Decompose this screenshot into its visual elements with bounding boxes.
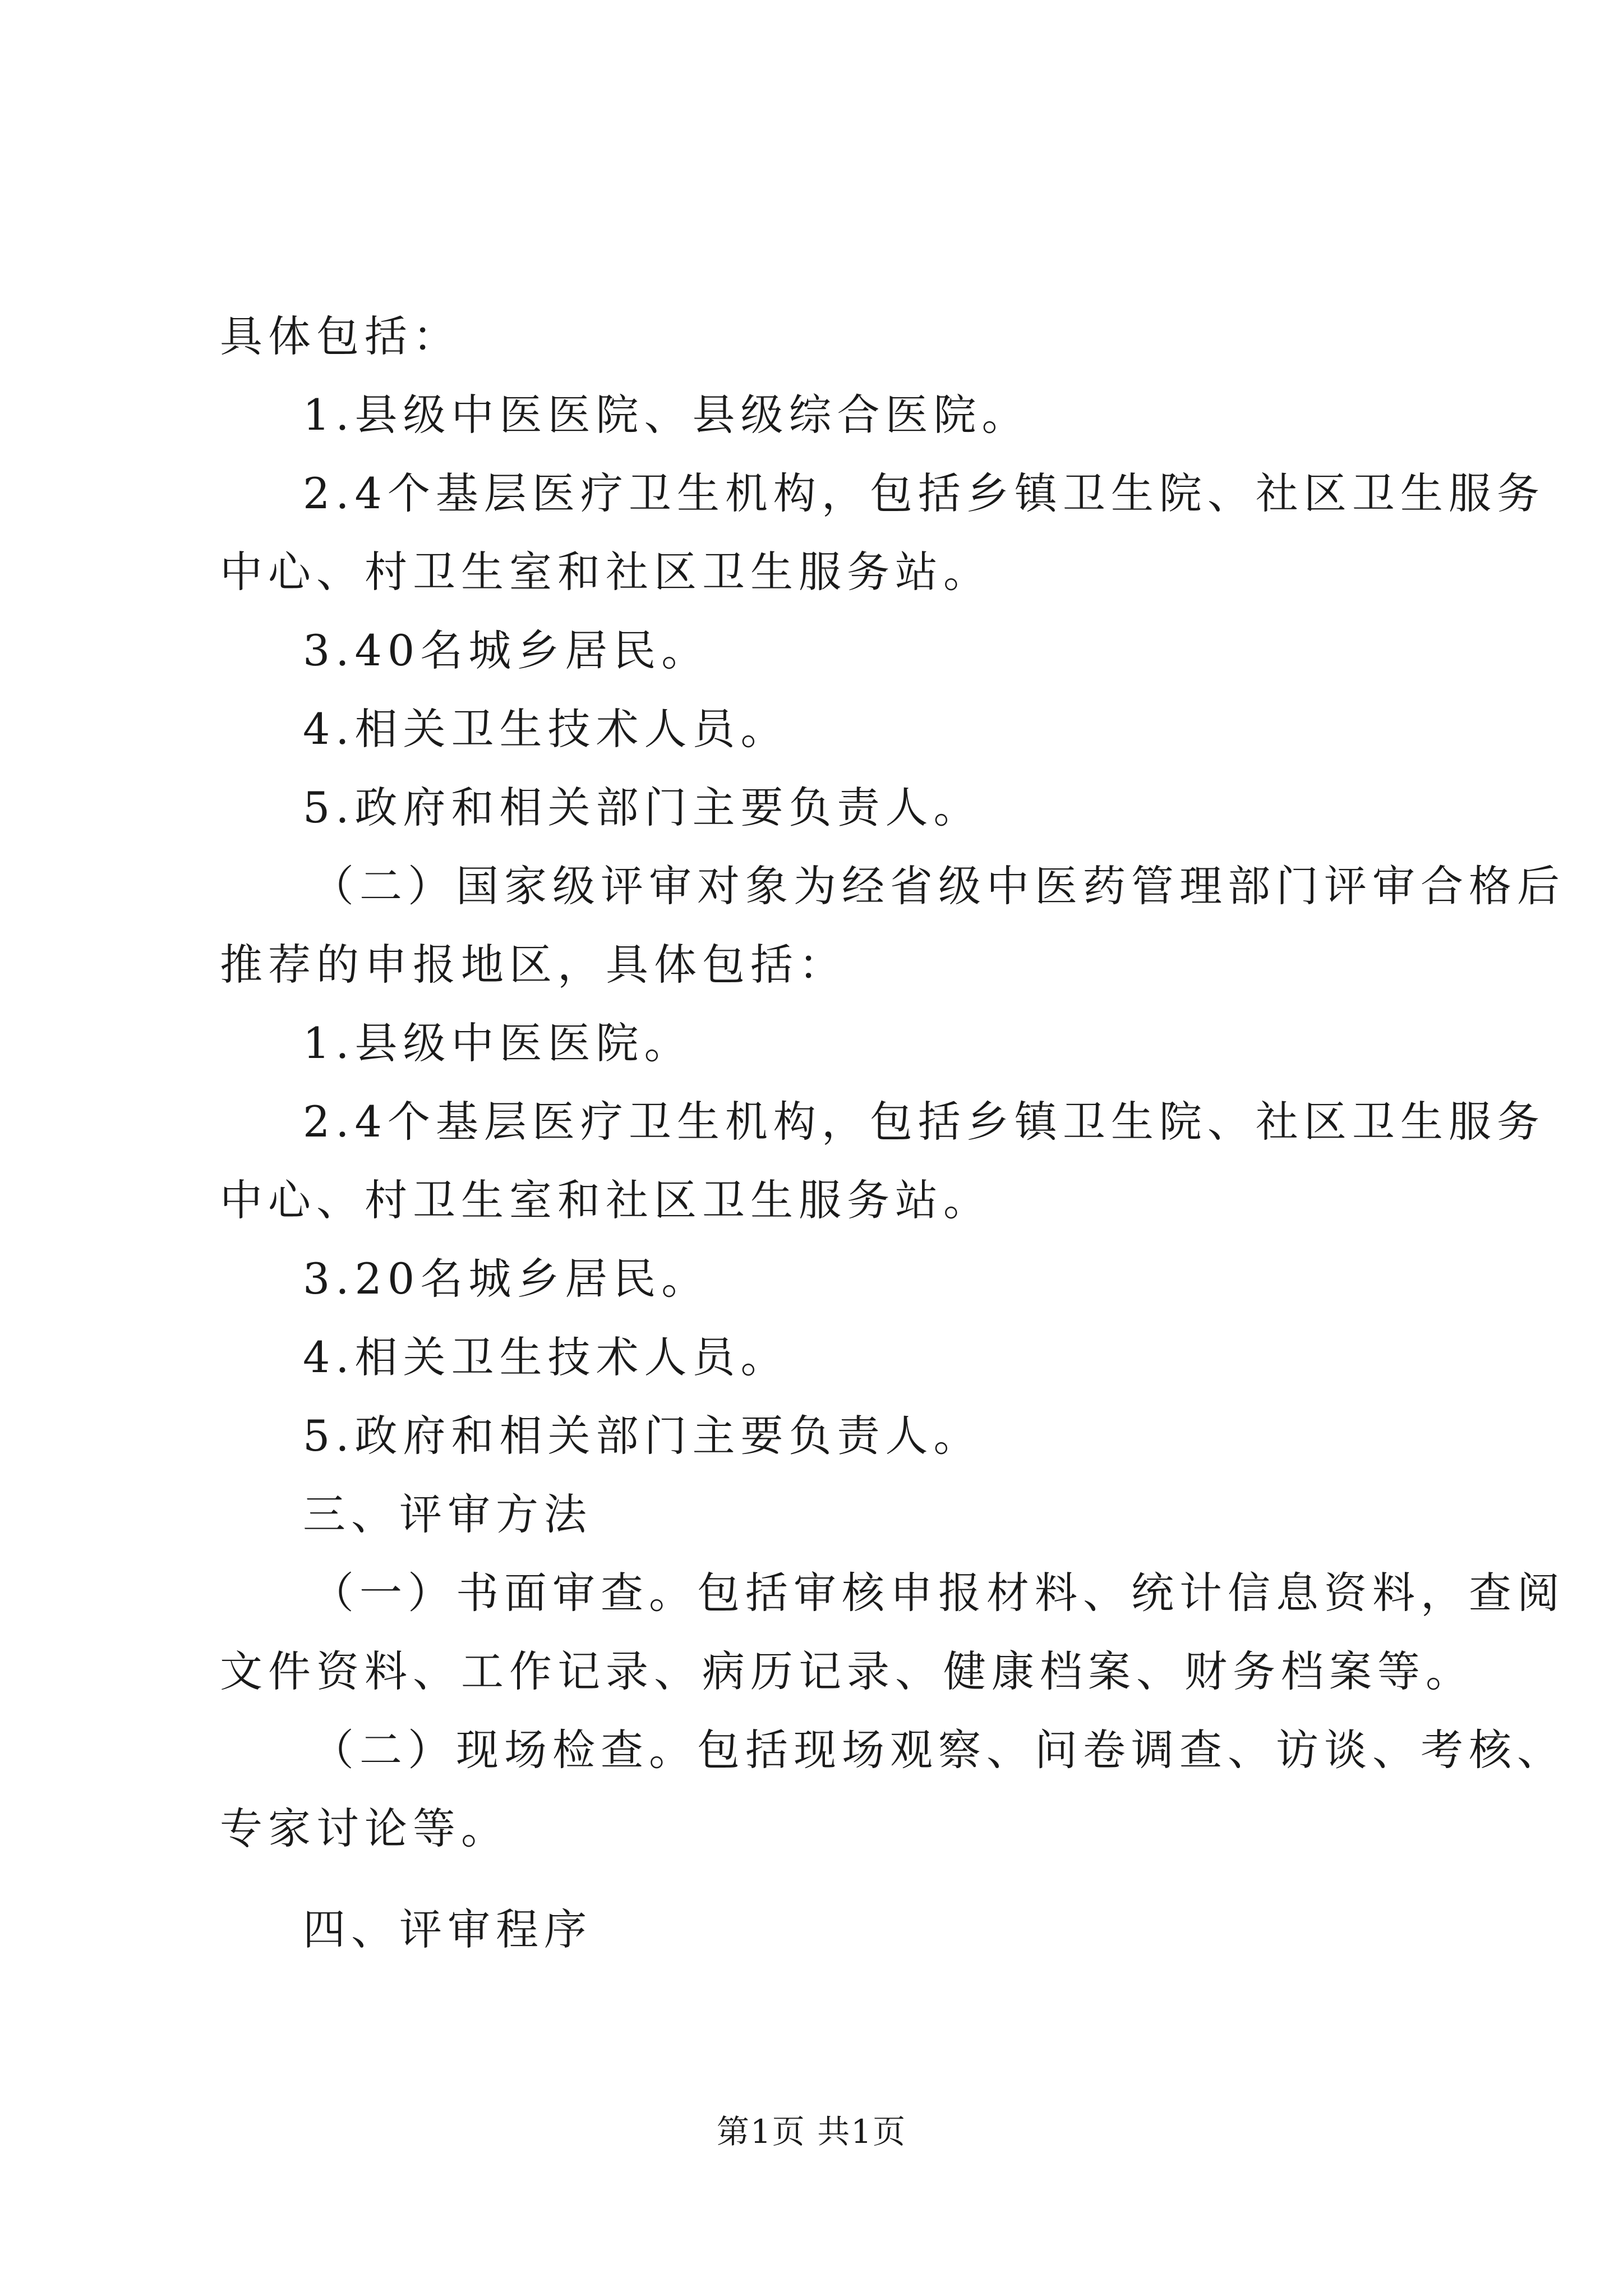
text-line: 具体包括：	[220, 311, 461, 361]
text-line: 4.相关卫生技术人员。	[303, 1332, 789, 1382]
page-footer: 第1页 共1页	[716, 2113, 907, 2151]
text-line: 推荐的申报地区，具体包括：	[220, 940, 847, 990]
text-line: 1.县级中医医院、县级综合医院。	[303, 390, 1030, 440]
text-line: 3.40名城乡居民。	[303, 625, 710, 675]
text-line: 专家讨论等。	[220, 1803, 509, 1853]
text-line: 3.20名城乡居民。	[303, 1254, 710, 1304]
text-line: （一）书面审查。包括审核申报材料、统计信息资料，查阅	[311, 1568, 1565, 1618]
text-line: 1.县级中医医院。	[303, 1018, 693, 1068]
text-line: 4.相关卫生技术人员。	[303, 704, 789, 754]
text-line: 5.政府和相关部门主要负责人。	[303, 783, 982, 832]
section-heading: 三、评审方法	[303, 1489, 592, 1539]
text-line: 文件资料、工作记录、病历记录、健康档案、财务档案等。	[220, 1646, 1474, 1696]
text-line: 中心、村卫生室和社区卫生服务站。	[220, 547, 992, 597]
text-line: 5.政府和相关部门主要负责人。	[303, 1411, 982, 1461]
text-line: 2.4个基层医疗卫生机构，包括乡镇卫生院、社区卫生服务	[303, 468, 1545, 518]
text-line: （二）国家级评审对象为经省级中医药管理部门评审合格后	[311, 861, 1565, 911]
section-heading: 四、评审程序	[303, 1904, 592, 1954]
text-line: 2.4个基层医疗卫生机构，包括乡镇卫生院、社区卫生服务	[303, 1097, 1545, 1147]
text-line: 中心、村卫生室和社区卫生服务站。	[220, 1175, 992, 1225]
text-line: （二）现场检查。包括现场观察、问卷调查、访谈、考核、	[311, 1725, 1565, 1775]
